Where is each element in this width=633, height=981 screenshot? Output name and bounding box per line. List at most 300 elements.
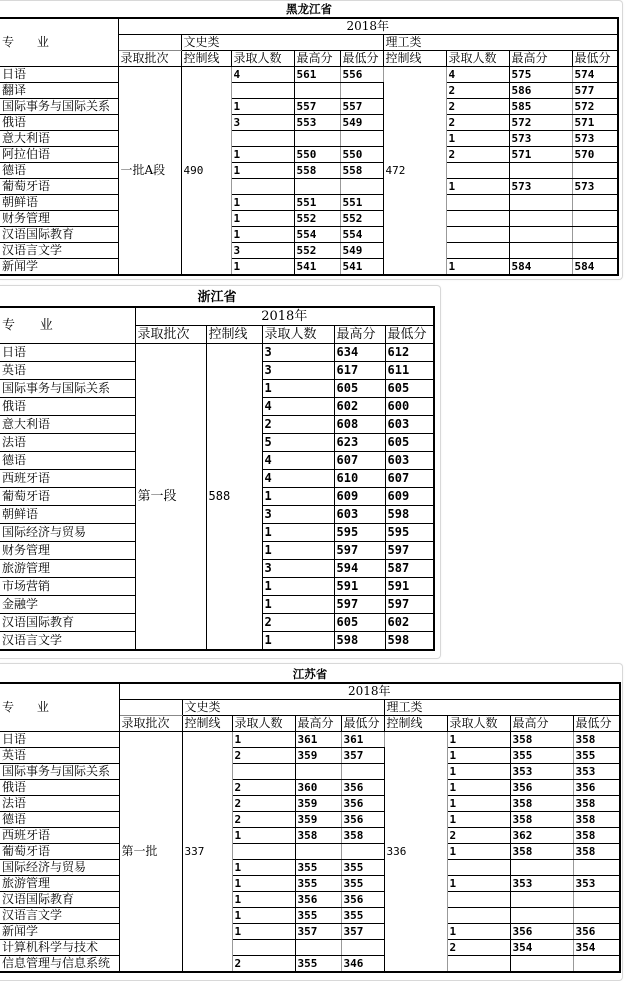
ligong-admitted-count: 1: [447, 812, 510, 828]
lowest-score: 607: [385, 470, 434, 488]
highest-score: 608: [334, 416, 385, 434]
admitted-header: 录取人数: [262, 326, 334, 344]
ligong-lowest-score: [572, 163, 618, 179]
province-title: 浙江省: [0, 288, 434, 307]
ligong-admitted-count: [447, 860, 510, 876]
ligong-control-line-cell: 336: [384, 732, 447, 973]
ligong-highest-score: 575: [509, 67, 572, 83]
table-row: [0, 344, 434, 362]
ligong-lowest-score: 353: [573, 876, 620, 892]
lowest-score: 587: [385, 560, 434, 578]
wenshi-highest-score: 359: [295, 812, 341, 828]
major-name: 朝鲜语: [0, 195, 118, 211]
highest-score: 605: [334, 380, 385, 398]
wenshi-admitted-count: [231, 179, 294, 195]
wenshi-admitted-count: 1: [232, 860, 295, 876]
table-row: [0, 227, 618, 243]
table-row: [0, 908, 620, 924]
empty-header-cell: [118, 35, 181, 51]
table-row: [0, 99, 618, 115]
major-name: 俄语: [0, 115, 118, 131]
major-name: 法语: [0, 796, 119, 812]
lowest-score: 609: [385, 488, 434, 506]
table-row: [0, 764, 620, 780]
admitted-count: 3: [262, 362, 334, 380]
wenshi-admitted-count: 1: [232, 876, 295, 892]
wenshi-highest-score: 541: [294, 259, 340, 276]
wenshi-highest-score: 360: [295, 780, 341, 796]
lowest-score: 598: [385, 506, 434, 524]
ligong-highest-score: 585: [509, 99, 572, 115]
wenshi-admitted-header: 录取人数: [231, 51, 294, 67]
major-name: 国际事务与国际关系: [0, 380, 135, 398]
ligong-control-line-cell: 472: [383, 67, 446, 276]
major-name: 汉语言文学: [0, 632, 135, 651]
wenshi-highest-score: 361: [295, 732, 341, 748]
ligong-lowest-score: 570: [572, 147, 618, 163]
major-name: 日语: [0, 732, 119, 748]
wenshi-lowest-score: 355: [341, 860, 384, 876]
lowest-score: 603: [385, 452, 434, 470]
highest-score: 597: [334, 596, 385, 614]
major-name: 财务管理: [0, 211, 118, 227]
major-name: 葡萄牙语: [0, 179, 118, 195]
ligong-admitted-count: 2: [447, 940, 510, 956]
table-row: [0, 828, 620, 844]
wenshi-highest-header: 最高分: [295, 716, 341, 732]
major-name: 德语: [0, 452, 135, 470]
ligong-highest-score: 358: [510, 732, 573, 748]
table-row: [0, 844, 620, 860]
year-header: 2018年: [119, 683, 620, 700]
wenshi-highest-score: 355: [295, 876, 341, 892]
wenshi-lowest-score: 556: [340, 67, 383, 83]
major-name: 德语: [0, 163, 118, 179]
ligong-lowest-score: 571: [572, 115, 618, 131]
ligong-admitted-count: [446, 163, 509, 179]
wenshi-highest-score: 551: [294, 195, 340, 211]
major-name: 汉语国际教育: [0, 614, 135, 632]
table-row: [0, 892, 620, 908]
table-row: [0, 860, 620, 876]
ligong-lowest-header: 最低分: [573, 716, 620, 732]
ligong-highest-score: 358: [510, 812, 573, 828]
control-line-cell: 588: [206, 344, 262, 651]
ligong-admitted-count: [446, 243, 509, 259]
major-name: 汉语言文学: [0, 243, 118, 259]
ligong-admitted-header: 录取人数: [447, 716, 510, 732]
major-name: 计算机科学与技术: [0, 940, 119, 956]
table-row: [0, 83, 618, 99]
ligong-admitted-count: [447, 908, 510, 924]
major-name: 俄语: [0, 398, 135, 416]
wenshi-control-line-cell: 337: [182, 732, 232, 973]
lowest-score: 603: [385, 416, 434, 434]
wenshi-highest-score: 561: [294, 67, 340, 83]
wenshi-admitted-count: 1: [232, 828, 295, 844]
wenshi-admitted-count: 3: [231, 243, 294, 259]
major-name: 旅游管理: [0, 560, 135, 578]
highest-score: 595: [334, 524, 385, 542]
province-title: 江苏省: [0, 666, 620, 683]
admitted-count: 1: [262, 542, 334, 560]
ligong-lowest-score: 358: [573, 812, 620, 828]
wenshi-lowest-score: 356: [341, 812, 384, 828]
wenshi-admitted-count: 1: [231, 99, 294, 115]
wenshi-lowest-score: 355: [341, 908, 384, 924]
ligong-highest-header: 最高分: [510, 716, 573, 732]
ligong-highest-score: 356: [510, 924, 573, 940]
ligong-highest-score: 358: [510, 844, 573, 860]
wenshi-lowest-score: 550: [340, 147, 383, 163]
wenshi-lowest-score: [340, 83, 383, 99]
major-column-header: 专 业: [0, 18, 118, 67]
ligong-lowest-score: [572, 227, 618, 243]
wenshi-control-line-header: 控制线: [181, 51, 231, 67]
ligong-lowest-score: 358: [573, 796, 620, 812]
admitted-count: 1: [262, 632, 334, 651]
wenshi-lowest-score: 558: [340, 163, 383, 179]
wenshi-lowest-header: 最低分: [340, 51, 383, 67]
batch-cell: 第一批: [119, 732, 182, 973]
lowest-score: 605: [385, 434, 434, 452]
ligong-lowest-score: 573: [572, 131, 618, 147]
table-row: [0, 940, 620, 956]
table-row: [0, 732, 620, 748]
lowest-score: 605: [385, 380, 434, 398]
province-title: 黑龙江省: [0, 1, 618, 18]
admitted-count: 4: [262, 398, 334, 416]
highest-score: 610: [334, 470, 385, 488]
wenshi-lowest-score: 356: [341, 780, 384, 796]
major-name: 西班牙语: [0, 470, 135, 488]
wenshi-lowest-score: 557: [340, 99, 383, 115]
ligong-admitted-count: 1: [447, 780, 510, 796]
ligong-highest-score: 584: [509, 259, 572, 276]
major-name: 日语: [0, 67, 118, 83]
major-name: 汉语言文学: [0, 908, 119, 924]
major-name: 英语: [0, 748, 119, 764]
major-name: 葡萄牙语: [0, 488, 135, 506]
ligong-control-line-header: 控制线: [384, 716, 447, 732]
ligong-highest-score: [509, 163, 572, 179]
admitted-count: 2: [262, 416, 334, 434]
wenshi-admitted-count: 2: [232, 812, 295, 828]
ligong-lowest-score: 356: [573, 924, 620, 940]
wenshi-highest-score: 554: [294, 227, 340, 243]
table-row: [0, 131, 618, 147]
major-name: 意大利语: [0, 131, 118, 147]
major-name: 葡萄牙语: [0, 844, 119, 860]
wenshi-admitted-count: [232, 764, 295, 780]
ligong-lowest-score: [572, 243, 618, 259]
wenshi-control-line-cell: 490: [181, 67, 231, 276]
ligong-lowest-score: [572, 195, 618, 211]
major-name: 国际经济与贸易: [0, 524, 135, 542]
wenshi-admitted-count: 1: [232, 732, 295, 748]
highest-score: 617: [334, 362, 385, 380]
lowest-score: 595: [385, 524, 434, 542]
admitted-count: 5: [262, 434, 334, 452]
wenshi-lowest-score: [340, 131, 383, 147]
wenshi-admitted-count: [231, 131, 294, 147]
wenshi-highest-header: 最高分: [294, 51, 340, 67]
wenshi-admitted-count: [231, 83, 294, 99]
wenshi-highest-score: 359: [295, 796, 341, 812]
lowest-score: 600: [385, 398, 434, 416]
wenshi-admitted-count: 1: [232, 892, 295, 908]
ligong-admitted-count: [447, 892, 510, 908]
wenshi-admitted-count: 1: [231, 147, 294, 163]
ligong-highest-score: [510, 956, 573, 973]
table-row: [0, 812, 620, 828]
wenshi-highest-score: 552: [294, 243, 340, 259]
year-header: 2018年: [118, 18, 618, 35]
major-name: 日语: [0, 344, 135, 362]
ligong-admitted-count: 1: [447, 924, 510, 940]
batch-cell: 一批A段: [118, 67, 181, 276]
year-header: 2018年: [135, 307, 434, 326]
ligong-lowest-score: 353: [573, 764, 620, 780]
wenshi-highest-score: [294, 131, 340, 147]
ligong-admitted-count: 4: [446, 67, 509, 83]
wenshi-admitted-count: 2: [232, 780, 295, 796]
major-name: 法语: [0, 434, 135, 452]
ligong-admitted-count: 2: [447, 828, 510, 844]
wenshi-admitted-count: 1: [232, 908, 295, 924]
table-row: [0, 748, 620, 764]
wenshi-admitted-count: 2: [232, 796, 295, 812]
major-name: 金融学: [0, 596, 135, 614]
category-ligong-header: 理工类: [384, 700, 620, 716]
wenshi-lowest-score: [340, 179, 383, 195]
ligong-admitted-count: 2: [446, 147, 509, 163]
ligong-lowest-score: 355: [573, 748, 620, 764]
wenshi-highest-score: 358: [295, 828, 341, 844]
major-name: 国际经济与贸易: [0, 860, 119, 876]
major-name: 信息管理与信息系统: [0, 956, 119, 973]
major-name: 财务管理: [0, 542, 135, 560]
major-name: 国际事务与国际关系: [0, 99, 118, 115]
ligong-highest-score: 354: [510, 940, 573, 956]
table-row: [0, 876, 620, 892]
ligong-highest-score: 353: [510, 876, 573, 892]
ligong-lowest-header: 最低分: [572, 51, 618, 67]
highest-score: 594: [334, 560, 385, 578]
ligong-lowest-score: [573, 956, 620, 973]
wenshi-highest-score: 357: [295, 924, 341, 940]
highest-score: 603: [334, 506, 385, 524]
wenshi-lowest-score: [341, 844, 384, 860]
wenshi-admitted-count: 2: [232, 956, 295, 973]
wenshi-lowest-score: [341, 940, 384, 956]
table-row: [0, 163, 618, 179]
ligong-highest-score: 573: [509, 131, 572, 147]
ligong-lowest-score: 358: [573, 732, 620, 748]
wenshi-admitted-count: 1: [232, 924, 295, 940]
ligong-highest-score: 571: [509, 147, 572, 163]
major-name: 新闻学: [0, 924, 119, 940]
ligong-highest-score: [509, 211, 572, 227]
admitted-count: 1: [262, 488, 334, 506]
major-name: 阿拉伯语: [0, 147, 118, 163]
wenshi-admitted-count: 1: [231, 227, 294, 243]
zhejiang-panel: [0, 285, 441, 659]
admitted-count: 1: [262, 578, 334, 596]
ligong-lowest-score: 584: [572, 259, 618, 276]
highest-score: 634: [334, 344, 385, 362]
ligong-lowest-score: 354: [573, 940, 620, 956]
batch-column-header: 录取批次: [118, 51, 181, 67]
major-name: 汉语国际教育: [0, 892, 119, 908]
lowest-score: 611: [385, 362, 434, 380]
highest-score: 597: [334, 542, 385, 560]
wenshi-highest-score: [295, 940, 341, 956]
wenshi-lowest-score: 355: [341, 876, 384, 892]
lowest-score: 597: [385, 596, 434, 614]
highest-score: 598: [334, 632, 385, 651]
category-ligong-header: 理工类: [383, 35, 618, 51]
admitted-count: 1: [262, 596, 334, 614]
lowest-score: 598: [385, 632, 434, 651]
zhejiang-admission-table: [0, 288, 435, 651]
major-name: 新闻学: [0, 259, 118, 276]
wenshi-highest-score: 552: [294, 211, 340, 227]
wenshi-lowest-score: 549: [340, 243, 383, 259]
ligong-control-line-header: 控制线: [383, 51, 446, 67]
ligong-highest-score: 353: [510, 764, 573, 780]
wenshi-highest-score: 356: [295, 892, 341, 908]
ligong-admitted-count: [447, 956, 510, 973]
wenshi-lowest-score: 356: [341, 796, 384, 812]
wenshi-admitted-count: 1: [231, 211, 294, 227]
wenshi-lowest-score: 357: [341, 924, 384, 940]
ligong-highest-score: [509, 227, 572, 243]
ligong-admitted-count: 1: [447, 844, 510, 860]
highest-score: 607: [334, 452, 385, 470]
ligong-admitted-count: 2: [446, 99, 509, 115]
ligong-admitted-count: 1: [447, 748, 510, 764]
ligong-admitted-count: 1: [446, 131, 509, 147]
table-row: [0, 259, 618, 276]
empty-header-cell: [119, 700, 182, 716]
ligong-highest-score: 362: [510, 828, 573, 844]
ligong-admitted-count: 1: [446, 259, 509, 276]
major-name: 意大利语: [0, 416, 135, 434]
table-row: [0, 211, 618, 227]
lowest-score: 591: [385, 578, 434, 596]
major-name: 汉语国际教育: [0, 227, 118, 243]
wenshi-lowest-score: 549: [340, 115, 383, 131]
wenshi-lowest-score: 551: [340, 195, 383, 211]
wenshi-highest-score: 355: [295, 956, 341, 973]
admitted-count: 1: [262, 524, 334, 542]
wenshi-highest-score: 355: [295, 908, 341, 924]
ligong-admitted-count: [446, 227, 509, 243]
table-row: [0, 796, 620, 812]
wenshi-admitted-count: 1: [231, 195, 294, 211]
ligong-highest-score: 573: [509, 179, 572, 195]
major-name: 市场营销: [0, 578, 135, 596]
wenshi-lowest-header: 最低分: [341, 716, 384, 732]
wenshi-highest-score: [295, 764, 341, 780]
admitted-count: 1: [262, 380, 334, 398]
major-name: 俄语: [0, 780, 119, 796]
wenshi-control-line-header: 控制线: [182, 716, 232, 732]
ligong-admitted-header: 录取人数: [446, 51, 509, 67]
ligong-highest-score: [510, 908, 573, 924]
ligong-highest-score: 355: [510, 748, 573, 764]
wenshi-admitted-count: 1: [231, 259, 294, 276]
ligong-lowest-score: 356: [573, 780, 620, 796]
wenshi-admitted-count: 1: [231, 163, 294, 179]
wenshi-highest-score: 558: [294, 163, 340, 179]
wenshi-highest-score: 355: [295, 860, 341, 876]
admitted-count: 4: [262, 452, 334, 470]
ligong-lowest-score: [573, 908, 620, 924]
table-row: [0, 195, 618, 211]
highest-score: 609: [334, 488, 385, 506]
ligong-lowest-score: 577: [572, 83, 618, 99]
table-row: [0, 179, 618, 195]
batch-column-header: 录取批次: [135, 326, 206, 344]
major-name: 翻译: [0, 83, 118, 99]
ligong-lowest-score: [573, 892, 620, 908]
ligong-admitted-count: 1: [447, 732, 510, 748]
wenshi-admitted-count: 3: [231, 115, 294, 131]
ligong-highest-score: [509, 195, 572, 211]
ligong-highest-score: [509, 243, 572, 259]
ligong-highest-header: 最高分: [509, 51, 572, 67]
ligong-lowest-score: 574: [572, 67, 618, 83]
wenshi-lowest-score: 356: [341, 892, 384, 908]
lowest-header: 最低分: [385, 326, 434, 344]
category-wenshi-header: 文史类: [181, 35, 383, 51]
ligong-lowest-score: 572: [572, 99, 618, 115]
ligong-lowest-score: [572, 211, 618, 227]
lowest-score: 602: [385, 614, 434, 632]
wenshi-lowest-score: 346: [341, 956, 384, 973]
ligong-highest-score: [510, 892, 573, 908]
wenshi-admitted-count: [232, 844, 295, 860]
table-row: [0, 780, 620, 796]
wenshi-lowest-score: 357: [341, 748, 384, 764]
major-name: 西班牙语: [0, 828, 119, 844]
wenshi-admitted-count: 4: [231, 67, 294, 83]
highest-score: 591: [334, 578, 385, 596]
wenshi-admitted-count: [232, 940, 295, 956]
wenshi-admitted-count: 2: [232, 748, 295, 764]
wenshi-highest-score: 359: [295, 748, 341, 764]
wenshi-lowest-score: 554: [340, 227, 383, 243]
ligong-lowest-score: [573, 860, 620, 876]
table-row: [0, 924, 620, 940]
ligong-lowest-score: 358: [573, 828, 620, 844]
admitted-count: 4: [262, 470, 334, 488]
ligong-admitted-count: 2: [446, 83, 509, 99]
wenshi-highest-score: [294, 179, 340, 195]
table-row: [0, 147, 618, 163]
category-wenshi-header: 文史类: [182, 700, 384, 716]
ligong-highest-score: 572: [509, 115, 572, 131]
ligong-highest-score: 356: [510, 780, 573, 796]
jiangsu-panel: [0, 663, 623, 981]
highest-header: 最高分: [334, 326, 385, 344]
wenshi-highest-score: 553: [294, 115, 340, 131]
table-row: [0, 115, 618, 131]
wenshi-highest-score: [294, 83, 340, 99]
admitted-count: 3: [262, 344, 334, 362]
